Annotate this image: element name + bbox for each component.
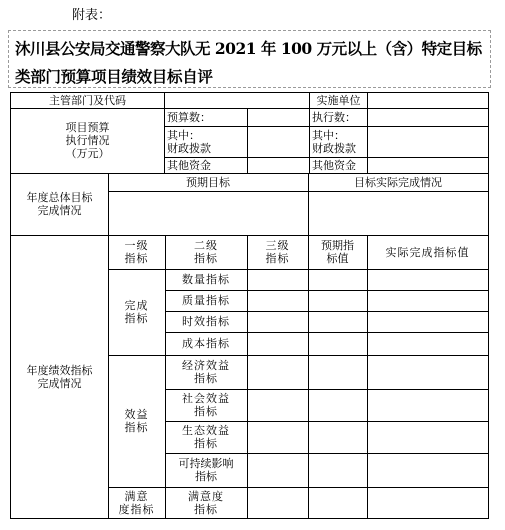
table-rule-horizontal	[165, 290, 489, 291]
output-item: 成本指标	[182, 337, 230, 350]
table-rule-horizontal	[10, 518, 489, 519]
table-rule-horizontal	[10, 235, 489, 236]
table-rule-horizontal	[165, 389, 489, 390]
table-rule-vertical	[308, 173, 309, 235]
table-rule-horizontal	[164, 157, 489, 158]
table-rule-vertical	[165, 235, 166, 518]
budget-section-label: 项目预算 执行情况 （万元）	[65, 121, 110, 160]
table-rule-horizontal	[10, 92, 489, 93]
table-rule-vertical	[247, 235, 248, 518]
table-rule-horizontal	[10, 108, 489, 109]
table-rule-horizontal	[164, 126, 489, 127]
output-indicator-label: 完成 指标	[124, 299, 149, 325]
title-line-2: 类部门预算项目绩效目标自评	[15, 67, 213, 86]
satisfaction-item: 满意度 指标	[188, 489, 224, 516]
unit-label: 实施单位	[316, 94, 361, 107]
other-funds-a: 其他资金	[167, 158, 211, 172]
col-level3: 三级 指标	[265, 239, 290, 265]
table-rule-vertical	[247, 108, 248, 173]
dept-label: 主管部门及代码	[49, 94, 126, 107]
col-actual: 实际完成指标值	[385, 245, 470, 259]
output-item: 质量指标	[182, 294, 230, 307]
benefit-item: 社会效益 指标	[182, 392, 230, 418]
fiscal-label-a: 其中： 财政拨款	[167, 128, 211, 155]
other-funds-b: 其他资金	[312, 158, 356, 172]
actual-goal-header: 目标实际完成情况	[354, 175, 442, 189]
table-rule-vertical	[164, 92, 165, 173]
table-rule-vertical	[108, 173, 109, 518]
table-rule-horizontal	[165, 421, 489, 422]
table-rule-horizontal	[165, 453, 489, 454]
fiscal-label-b: 其中： 财政拨款	[312, 128, 356, 155]
satisfaction-indicator-label: 满意 度指标	[118, 489, 155, 516]
table-rule-vertical	[10, 92, 11, 518]
benefit-item: 可持续影响 指标	[178, 457, 234, 483]
table-rule-horizontal	[165, 332, 489, 333]
benefit-item: 生态效益 指标	[182, 424, 230, 450]
table-rule-vertical	[367, 235, 368, 518]
benefit-indicator-label: 效益 指标	[124, 408, 149, 434]
exec-amount-label: 执行数：	[312, 110, 356, 124]
table-rule-horizontal	[108, 191, 489, 192]
col-level1: 一级 指标	[124, 239, 149, 265]
table-rule-vertical	[309, 92, 310, 173]
table-rule-vertical	[308, 235, 309, 518]
overall-target-label: 年度总体目标 完成情况	[26, 191, 93, 217]
benefit-item: 经济效益 指标	[182, 359, 230, 385]
table-rule-vertical	[488, 92, 489, 518]
budget-amount-label: 预算数：	[167, 110, 211, 124]
expected-goal-header: 预期目标	[186, 175, 230, 189]
table-rule-vertical	[367, 92, 368, 173]
attachment-label: 附表：	[72, 8, 112, 23]
table-rule-horizontal	[165, 311, 489, 312]
col-level2: 二级 指标	[194, 239, 218, 265]
perf-indicator-label: 年度绩效指标 完成情况	[26, 363, 93, 390]
output-item: 时效指标	[182, 315, 230, 328]
col-expected: 预期指 标值	[321, 239, 354, 265]
output-item: 数量指标	[182, 273, 230, 286]
table-rule-horizontal	[10, 173, 489, 174]
title-line-1: 沐川县公安局交通警察大队无 2021 年 100 万元以上（含）特定目标	[15, 39, 482, 58]
